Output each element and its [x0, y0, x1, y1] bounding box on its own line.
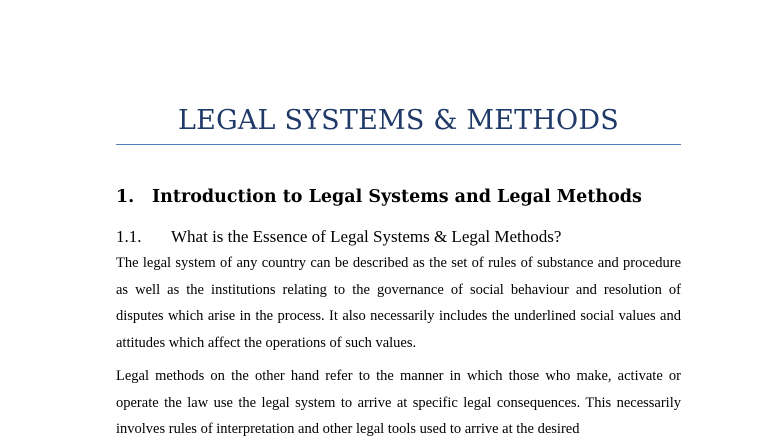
paragraph-2: Legal methods on the other hand refer to the manner in which those who make, activate or operate the law use the legal system to arrive at specific legal consequences. This necessarily involves rules of interpretation and other legal tools used to arrive at the desired — [116, 368, 681, 437]
subsection-heading — [116, 225, 561, 249]
document-title: LEGAL SYSTEMS & METHODS — [178, 105, 619, 136]
section-number: 1. — [116, 187, 135, 207]
subsection-number: 1.1. — [116, 227, 142, 246]
title-underline — [116, 144, 681, 145]
subsection-heading-text: What is the Essence of Legal Systems & Legal Methods? — [171, 227, 562, 246]
section-heading — [116, 184, 642, 210]
paragraph-1: The legal system of any country can be described as the set of rules of substance and procedure as well as the institutions relating to the governance of social behaviour and resolution of disputes which arise in the process. It also necessarily includes the underlined social values and attitudes which affect the operations of such values. — [116, 255, 681, 351]
section-heading-text: Introduction to Legal Systems and Legal Methods — [152, 187, 642, 207]
